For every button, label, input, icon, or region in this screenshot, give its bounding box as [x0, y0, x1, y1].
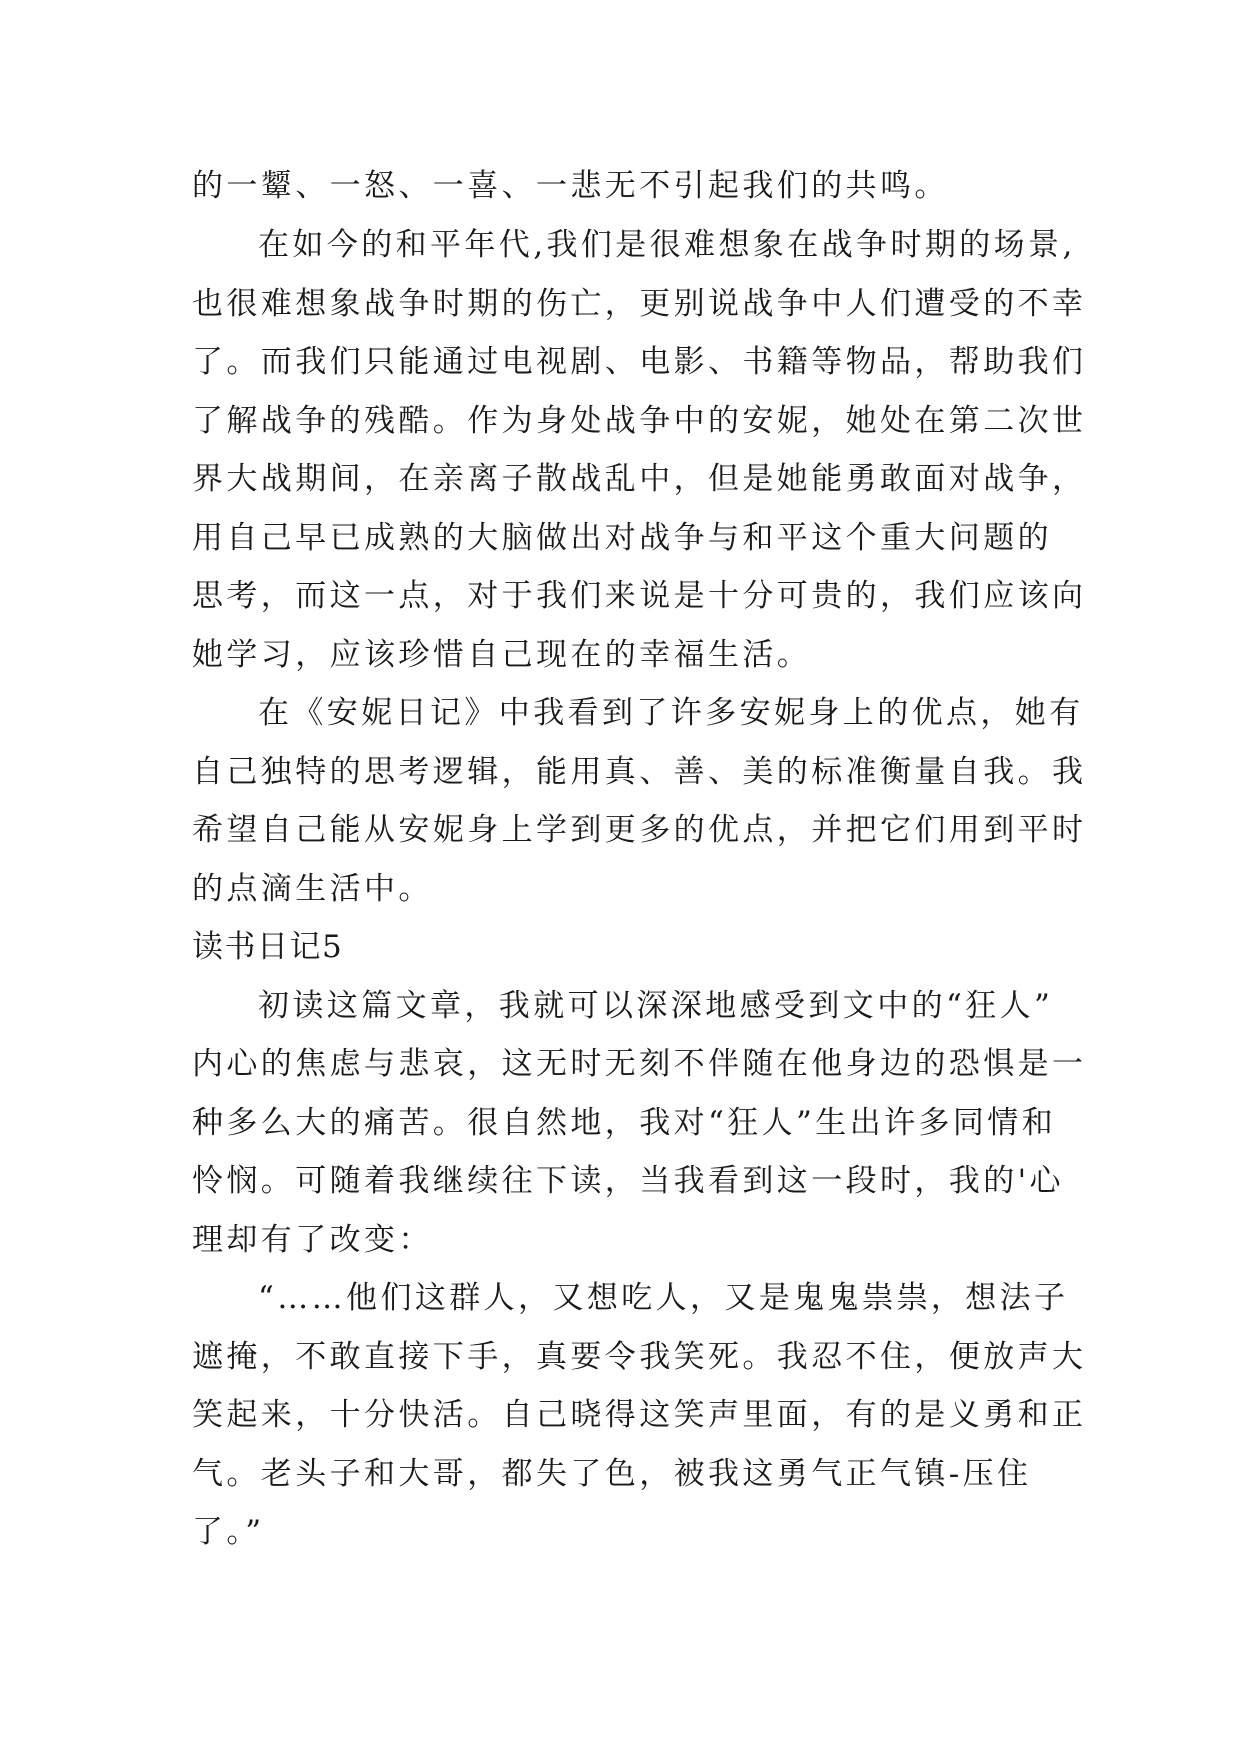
text-line: 希望自己能从安妮身上学到更多的优点，并把它们用到平时 — [192, 812, 1087, 848]
text-line: 种多么大的痛苦。很自然地，我对“狂人”生出许多同情和 — [192, 1105, 1057, 1141]
text-line: 怜悯。可随着我继续往下读，当我看到这一段时，我的'心 — [192, 1163, 1064, 1199]
text-line: 她学习，应该珍惜自己现在的幸福生活。 — [192, 637, 812, 673]
quote-line: 气。老头子和大哥，都失了色，被我这勇气正气镇-压住 — [192, 1456, 1032, 1492]
text-line: 也很难想象战争时期的伤亡，更别说战争中人们遭受的不幸 — [192, 286, 1087, 322]
paragraph-start-line: 在《安妮日记》中我看到了许多安妮身上的优点，她有 — [258, 695, 1084, 731]
section-heading: 读书日记5 — [192, 929, 344, 965]
text-line: 思考，而这一点，对于我们来说是十分可贵的，我们应该向 — [192, 578, 1087, 614]
text-line: 理却有了改变： — [192, 1222, 433, 1258]
text-line: 界大战期间，在亲离子散战乱中，但是她能勇敢面对战争， — [192, 461, 1087, 497]
text-line: 的点滴生活中。 — [192, 871, 433, 907]
quote-start-line: “……他们这群人，又想吃人，又是鬼鬼祟祟，想法子 — [258, 1280, 1069, 1316]
text-line: 用自己早已成熟的大脑做出对战争与和平这个重大问题的 — [192, 520, 1052, 556]
text-line: 自己独特的思考逻辑，能用真、善、美的标准衡量自我。我 — [192, 754, 1087, 790]
quote-line: 遮掩，不敢直接下手，真要令我笑死。我忍不住，便放声大 — [192, 1339, 1087, 1375]
quote-line: 了。” — [192, 1514, 265, 1550]
text-line: 的一颦、一怒、一喜、一悲无不引起我们的共鸣。 — [192, 168, 949, 204]
paragraph-start-line: 在如今的和平年代,我们是很难想象在战争时期的场景, — [258, 227, 1076, 263]
paragraph-start-line: 初读这篇文章，我就可以深深地感受到文中的“狂人” — [258, 988, 1054, 1024]
text-line: 了解战争的残酷。作为身处战争中的安妮，她处在第二次世 — [192, 403, 1087, 439]
text-line: 了。而我们只能通过电视剧、电影、书籍等物品，帮助我们 — [192, 344, 1087, 380]
text-line: 内心的焦虑与悲哀，这无时无刻不伴随在他身边的恐惧是一 — [192, 1046, 1087, 1082]
quote-line: 笑起来，十分快活。自己晓得这笑声里面，有的是义勇和正 — [192, 1397, 1087, 1433]
